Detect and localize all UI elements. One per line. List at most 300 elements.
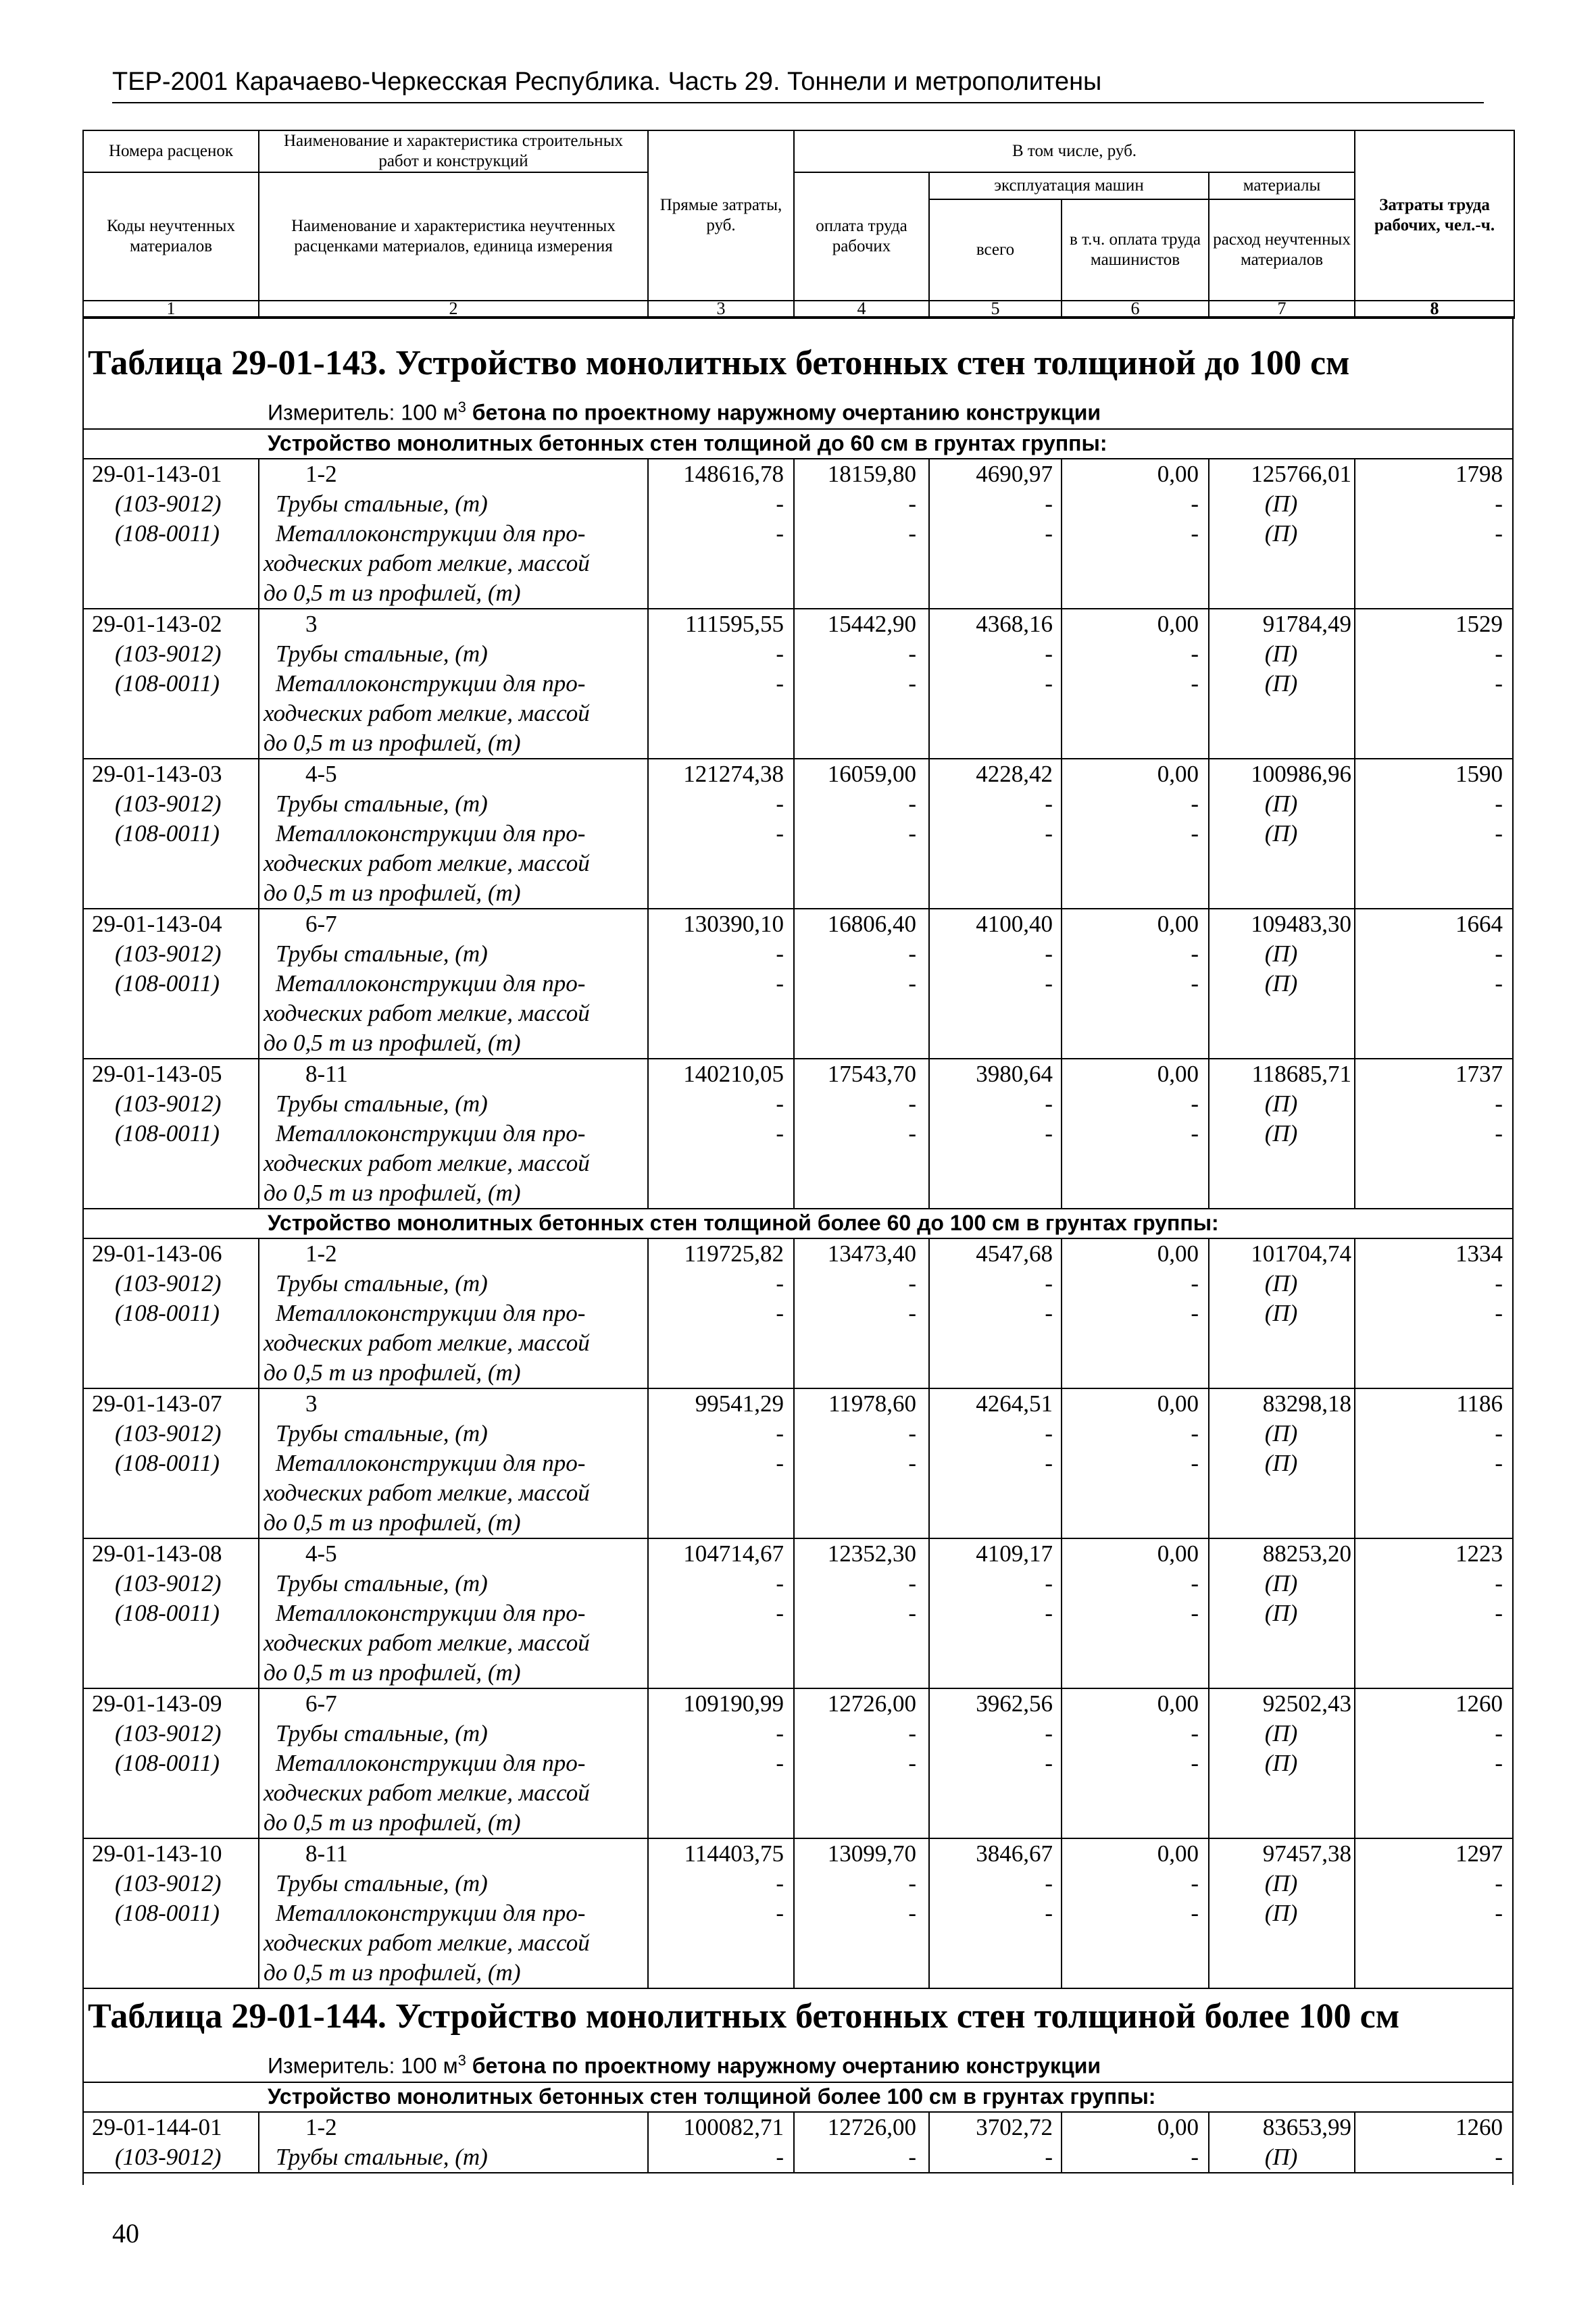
soil-group: 1-2 xyxy=(305,1240,337,1267)
materials-cost: 83298,18 xyxy=(1262,1390,1351,1417)
soil-group: 8-11 xyxy=(305,1061,348,1087)
column-rule xyxy=(1061,459,1062,1208)
material-name: ходческих работ мелкие, массой xyxy=(264,700,590,726)
material-code: (108-0011) xyxy=(115,970,220,997)
empty-value-dash: - xyxy=(776,670,784,697)
empty-value-dash: - xyxy=(1191,640,1199,667)
material-name: Трубы стальные, (т) xyxy=(276,2144,488,2170)
labor-hours: 1260 xyxy=(1455,1690,1503,1717)
machine-costs: 4690,97 xyxy=(976,461,1053,487)
column-rule xyxy=(647,1239,649,1988)
labor-hours: 1334 xyxy=(1455,1240,1503,1267)
direct-costs: 104714,67 xyxy=(683,1540,784,1567)
empty-value-dash: - xyxy=(1045,820,1053,847)
empty-value-dash: - xyxy=(1045,1870,1053,1896)
material-name: до 0,5 т из профилей, (т) xyxy=(264,580,521,606)
rate-code: 29-01-143-04 xyxy=(92,911,222,937)
soil-group: 4-5 xyxy=(305,761,337,787)
material-code: (103-9012) xyxy=(115,1270,222,1297)
empty-value-dash: - xyxy=(908,1300,916,1326)
unaccounted-material-mark: (П) xyxy=(1264,1450,1298,1476)
empty-value-dash: - xyxy=(1191,1090,1199,1117)
empty-value-dash: - xyxy=(908,820,916,847)
column-rule xyxy=(1061,1239,1062,1988)
empty-value-dash: - xyxy=(776,1450,784,1476)
empty-value-dash: - xyxy=(1191,520,1199,547)
empty-value-dash: - xyxy=(1495,1750,1503,1776)
column-rule xyxy=(793,1239,795,1988)
material-name: Трубы стальные, (т) xyxy=(276,640,488,667)
soil-group: 6-7 xyxy=(305,911,337,937)
worker-pay: 18159,80 xyxy=(827,461,916,487)
empty-value-dash: - xyxy=(776,1090,784,1117)
material-code: (108-0011) xyxy=(115,1900,220,1926)
material-name: до 0,5 т из профилей, (т) xyxy=(264,1509,521,1536)
meter-superscript: 3 xyxy=(457,2052,466,2069)
worker-pay: 12726,00 xyxy=(827,1690,916,1717)
material-name: ходческих работ мелкие, массой xyxy=(264,1330,590,1356)
column-rule xyxy=(793,459,795,1208)
empty-value-dash: - xyxy=(1045,670,1053,697)
meter-prefix: Измеритель: 100 м xyxy=(268,2053,458,2078)
group-heading: Устройство монолитных бетонных стен толщиной более 100 см в грунтах группы: xyxy=(268,2084,1156,2109)
machine-costs: 3962,56 xyxy=(976,1690,1053,1717)
empty-value-dash: - xyxy=(1191,1270,1199,1297)
empty-value-dash: - xyxy=(1045,1420,1053,1447)
header-materials: материалы xyxy=(1209,172,1355,199)
empty-value-dash: - xyxy=(1045,1300,1053,1326)
empty-value-dash: - xyxy=(1191,2144,1199,2170)
worker-pay: 15442,90 xyxy=(827,611,916,637)
rate-code: 29-01-143-03 xyxy=(92,761,222,787)
worker-pay: 13473,40 xyxy=(827,1240,916,1267)
column-rule xyxy=(793,2113,795,2172)
column-rule xyxy=(1354,1239,1355,1988)
empty-value-dash: - xyxy=(1191,1600,1199,1626)
material-code: (103-9012) xyxy=(115,790,222,817)
empty-value-dash: - xyxy=(1045,1570,1053,1596)
material-code: (103-9012) xyxy=(115,940,222,967)
empty-value-dash: - xyxy=(1045,520,1053,547)
soil-group: 4-5 xyxy=(305,1540,337,1567)
soil-group: 3 xyxy=(305,611,318,637)
empty-value-dash: - xyxy=(908,790,916,817)
rate-code: 29-01-143-01 xyxy=(92,461,222,487)
column-rule xyxy=(1208,459,1210,1208)
material-name: до 0,5 т из профилей, (т) xyxy=(264,1359,521,1386)
empty-value-dash: - xyxy=(908,491,916,517)
column-number-row xyxy=(83,301,1514,318)
material-name: до 0,5 т из профилей, (т) xyxy=(264,880,521,906)
unaccounted-material-mark: (П) xyxy=(1264,1870,1298,1896)
empty-value-dash: - xyxy=(1495,1420,1503,1447)
material-name: до 0,5 т из профилей, (т) xyxy=(264,1180,521,1206)
header-machine-operation: эксплуатация машин xyxy=(929,172,1209,199)
material-name: Трубы стальные, (т) xyxy=(276,940,488,967)
column-number: 8 xyxy=(1355,301,1514,318)
empty-value-dash: - xyxy=(1495,520,1503,547)
table-title: Таблица 29-01-143. Устройство монолитных бетонных стен толщиной до 100 см xyxy=(88,344,1350,382)
material-name: ходческих работ мелкие, массой xyxy=(264,850,590,876)
empty-value-dash: - xyxy=(776,820,784,847)
machine-costs: 4109,17 xyxy=(976,1540,1053,1567)
empty-value-dash: - xyxy=(776,1900,784,1926)
material-code: (108-0011) xyxy=(115,1120,220,1147)
worker-pay: 13099,70 xyxy=(827,1840,916,1867)
header-rule xyxy=(112,102,1484,103)
operator-pay: 0,00 xyxy=(1157,911,1199,937)
empty-value-dash: - xyxy=(1495,1900,1503,1926)
empty-value-dash: - xyxy=(908,1120,916,1147)
empty-value-dash: - xyxy=(908,1090,916,1117)
direct-costs: 99541,29 xyxy=(695,1390,784,1417)
empty-value-dash: - xyxy=(1191,670,1199,697)
material-name: Металлоконструкции для про- xyxy=(276,520,586,547)
material-name: Металлоконструкции для про- xyxy=(276,1120,586,1147)
empty-value-dash: - xyxy=(1191,1720,1199,1746)
operator-pay: 0,00 xyxy=(1157,2114,1199,2140)
material-code: (103-9012) xyxy=(115,1870,222,1896)
empty-value-dash: - xyxy=(1495,790,1503,817)
empty-value-dash: - xyxy=(1495,1090,1503,1117)
material-name: до 0,5 т из профилей, (т) xyxy=(264,1809,521,1836)
empty-value-dash: - xyxy=(776,1600,784,1626)
material-name: Трубы стальные, (т) xyxy=(276,1420,488,1447)
empty-value-dash: - xyxy=(1045,1270,1053,1297)
header-rate-numbers: Номера расценок xyxy=(83,130,259,172)
empty-value-dash: - xyxy=(776,2144,784,2170)
header-machines-total: всего xyxy=(929,199,1062,301)
empty-value-dash: - xyxy=(776,1120,784,1147)
unaccounted-material-mark: (П) xyxy=(1264,940,1298,967)
materials-cost: 118685,71 xyxy=(1251,1061,1351,1087)
empty-value-dash: - xyxy=(776,1570,784,1596)
direct-costs: 119725,82 xyxy=(684,1240,784,1267)
material-name: Металлоконструкции для про- xyxy=(276,1300,586,1326)
unaccounted-material-mark: (П) xyxy=(1264,790,1298,817)
empty-value-dash: - xyxy=(1191,820,1199,847)
empty-value-dash: - xyxy=(908,1450,916,1476)
unaccounted-material-mark: (П) xyxy=(1264,640,1298,667)
material-code: (108-0011) xyxy=(115,820,220,847)
column-rule xyxy=(1354,2113,1355,2172)
running-header: ТЕР-2001 Карачаево-Черкесская Республика. Часть 29. Тоннели и метрополитены xyxy=(112,68,1102,96)
empty-value-dash: - xyxy=(1495,1870,1503,1896)
empty-value-dash: - xyxy=(1495,1300,1503,1326)
empty-value-dash: - xyxy=(908,1570,916,1596)
empty-value-dash: - xyxy=(1045,640,1053,667)
worker-pay: 16806,40 xyxy=(827,911,916,937)
column-number: 7 xyxy=(1209,301,1355,318)
material-code: (103-9012) xyxy=(115,640,222,667)
empty-value-dash: - xyxy=(908,640,916,667)
meter-prefix: Измеритель: 100 м xyxy=(268,400,458,425)
unaccounted-material-mark: (П) xyxy=(1264,1750,1298,1776)
empty-value-dash: - xyxy=(1045,1090,1053,1117)
machine-costs: 3846,67 xyxy=(976,1840,1053,1867)
worker-pay: 11978,60 xyxy=(828,1390,916,1417)
operator-pay: 0,00 xyxy=(1157,1390,1199,1417)
material-name: Металлоконструкции для про- xyxy=(276,1900,586,1926)
group-heading: Устройство монолитных бетонных стен толщиной более 60 до 100 см в грунтах группы: xyxy=(268,1211,1219,1235)
empty-value-dash: - xyxy=(1191,1120,1199,1147)
column-rule xyxy=(647,2113,649,2172)
material-name: до 0,5 т из профилей, (т) xyxy=(264,730,521,756)
column-rule xyxy=(1354,459,1355,1208)
direct-costs: 130390,10 xyxy=(683,911,784,937)
unaccounted-material-mark: (П) xyxy=(1264,670,1298,697)
soil-group: 1-2 xyxy=(305,2114,337,2140)
empty-value-dash: - xyxy=(1495,640,1503,667)
empty-value-dash: - xyxy=(776,1720,784,1746)
material-name: ходческих работ мелкие, массой xyxy=(264,1480,590,1506)
labor-hours: 1260 xyxy=(1455,2114,1503,2140)
empty-value-dash: - xyxy=(1191,1900,1199,1926)
material-name: Металлоконструкции для про- xyxy=(276,970,586,997)
labor-hours: 1223 xyxy=(1455,1540,1503,1567)
labor-hours: 1590 xyxy=(1455,761,1503,787)
empty-value-dash: - xyxy=(1495,670,1503,697)
empty-value-dash: - xyxy=(1495,1270,1503,1297)
header-work-description: Наименование и характеристика строительных работ и конструкций xyxy=(259,130,648,172)
soil-group: 8-11 xyxy=(305,1840,348,1867)
machine-costs: 4264,51 xyxy=(976,1390,1053,1417)
rate-code: 29-01-143-08 xyxy=(92,1540,222,1567)
labor-hours: 1664 xyxy=(1455,911,1503,937)
empty-value-dash: - xyxy=(1495,491,1503,517)
empty-value-dash: - xyxy=(776,1870,784,1896)
material-code: (103-9012) xyxy=(115,1090,222,1117)
empty-value-dash: - xyxy=(1045,1120,1053,1147)
column-rule xyxy=(928,2113,930,2172)
material-name: Металлоконструкции для про- xyxy=(276,670,586,697)
empty-value-dash: - xyxy=(776,970,784,997)
direct-costs: 121274,38 xyxy=(683,761,784,787)
worker-pay: 16059,00 xyxy=(827,761,916,787)
empty-value-dash: - xyxy=(1495,2144,1503,2170)
material-name: Металлоконструкции для про- xyxy=(276,1450,586,1476)
soil-group: 1-2 xyxy=(305,461,337,487)
meter-rest: бетона по проектному наружному очертанию конструкции xyxy=(466,2053,1101,2078)
empty-value-dash: - xyxy=(1191,790,1199,817)
row-rule xyxy=(82,2172,1514,2173)
empty-value-dash: - xyxy=(908,1870,916,1896)
unaccounted-material-mark: (П) xyxy=(1264,1120,1298,1147)
page-number: 40 xyxy=(112,2218,139,2248)
empty-value-dash: - xyxy=(1045,1900,1053,1926)
direct-costs: 109190,99 xyxy=(683,1690,784,1717)
unaccounted-material-mark: (П) xyxy=(1264,1300,1298,1326)
material-name: ходческих работ мелкие, массой xyxy=(264,1150,590,1176)
labor-hours: 1529 xyxy=(1455,611,1503,637)
column-number: 1 xyxy=(83,301,259,318)
operator-pay: 0,00 xyxy=(1157,1540,1199,1567)
material-name: Трубы стальные, (т) xyxy=(276,1870,488,1896)
material-name: Трубы стальные, (т) xyxy=(276,1270,488,1297)
empty-value-dash: - xyxy=(1045,1720,1053,1746)
empty-value-dash: - xyxy=(1191,940,1199,967)
material-name: Трубы стальные, (т) xyxy=(276,1720,488,1746)
soil-group: 6-7 xyxy=(305,1690,337,1717)
column-rule xyxy=(258,2113,259,2172)
unaccounted-material-mark: (П) xyxy=(1264,1900,1298,1926)
column-rule xyxy=(1208,1239,1210,1988)
column-number: 5 xyxy=(929,301,1062,318)
empty-value-dash: - xyxy=(776,940,784,967)
material-code: (103-9012) xyxy=(115,2144,222,2170)
empty-value-dash: - xyxy=(1191,1450,1199,1476)
material-name: Металлоконструкции для про- xyxy=(276,1750,586,1776)
column-rule xyxy=(928,1239,930,1988)
group-heading: Устройство монолитных бетонных стен толщиной до 60 см в грунтах группы: xyxy=(268,431,1107,455)
empty-value-dash: - xyxy=(908,1750,916,1776)
empty-value-dash: - xyxy=(1045,940,1053,967)
header-material-description: Наименование и характеристика неучтенных расценками материалов, единица измерения xyxy=(259,172,648,301)
header-operator-pay: в т.ч. оплата труда машинистов xyxy=(1062,199,1209,301)
empty-value-dash: - xyxy=(1191,491,1199,517)
meter-rule xyxy=(82,428,1514,430)
rate-code: 29-01-143-06 xyxy=(92,1240,222,1267)
empty-value-dash: - xyxy=(908,1270,916,1297)
empty-value-dash: - xyxy=(908,1600,916,1626)
empty-value-dash: - xyxy=(1045,1750,1053,1776)
column-rule xyxy=(1208,2113,1210,2172)
table-title: Таблица 29-01-144. Устройство монолитных бетонных стен толщиной более 100 см xyxy=(88,1997,1400,2036)
labor-hours: 1737 xyxy=(1455,1061,1503,1087)
column-rule xyxy=(258,459,259,1208)
empty-value-dash: - xyxy=(1045,790,1053,817)
empty-value-dash: - xyxy=(1191,1750,1199,1776)
empty-value-dash: - xyxy=(776,1420,784,1447)
empty-value-dash: - xyxy=(1495,1450,1503,1476)
column-rule xyxy=(928,459,930,1208)
materials-cost: 91784,49 xyxy=(1262,611,1351,637)
unaccounted-material-mark: (П) xyxy=(1264,1570,1298,1596)
empty-value-dash: - xyxy=(908,1420,916,1447)
empty-value-dash: - xyxy=(776,1270,784,1297)
rate-code: 29-01-144-01 xyxy=(92,2114,222,2140)
material-name: Трубы стальные, (т) xyxy=(276,1570,488,1596)
rate-code: 29-01-143-09 xyxy=(92,1690,222,1717)
operator-pay: 0,00 xyxy=(1157,1240,1199,1267)
empty-value-dash: - xyxy=(908,1720,916,1746)
materials-cost: 97457,38 xyxy=(1262,1840,1351,1867)
material-name: до 0,5 т из профилей, (т) xyxy=(264,1659,521,1686)
operator-pay: 0,00 xyxy=(1157,1690,1199,1717)
empty-value-dash: - xyxy=(1191,1300,1199,1326)
empty-value-dash: - xyxy=(908,520,916,547)
material-code: (108-0011) xyxy=(115,1300,220,1326)
material-code: (108-0011) xyxy=(115,1750,220,1776)
empty-value-dash: - xyxy=(1495,970,1503,997)
empty-value-dash: - xyxy=(776,491,784,517)
unaccounted-material-mark: (П) xyxy=(1264,820,1298,847)
empty-value-dash: - xyxy=(1495,1720,1503,1746)
empty-value-dash: - xyxy=(1495,940,1503,967)
empty-value-dash: - xyxy=(1495,820,1503,847)
column-number: 2 xyxy=(259,301,648,318)
material-code: (103-9012) xyxy=(115,1570,222,1596)
material-name: Металлоконструкции для про- xyxy=(276,820,586,847)
materials-cost: 125766,01 xyxy=(1251,461,1351,487)
direct-costs: 114403,75 xyxy=(684,1840,784,1867)
rate-code: 29-01-143-02 xyxy=(92,611,222,637)
empty-value-dash: - xyxy=(776,790,784,817)
materials-cost: 88253,20 xyxy=(1262,1540,1351,1567)
material-name: ходческих работ мелкие, массой xyxy=(264,1630,590,1656)
empty-value-dash: - xyxy=(776,520,784,547)
rate-code: 29-01-143-07 xyxy=(92,1390,222,1417)
empty-value-dash: - xyxy=(1045,491,1053,517)
empty-value-dash: - xyxy=(1495,1120,1503,1147)
empty-value-dash: - xyxy=(1191,1870,1199,1896)
rate-code: 29-01-143-05 xyxy=(92,1061,222,1087)
unaccounted-material-mark: (П) xyxy=(1264,1270,1298,1297)
material-name: до 0,5 т из профилей, (т) xyxy=(264,1030,521,1056)
worker-pay: 12726,00 xyxy=(827,2114,916,2140)
operator-pay: 0,00 xyxy=(1157,1061,1199,1087)
column-number: 3 xyxy=(648,301,794,318)
machine-costs: 4547,68 xyxy=(976,1240,1053,1267)
empty-value-dash: - xyxy=(1191,1570,1199,1596)
soil-group: 3 xyxy=(305,1390,318,1417)
operator-pay: 0,00 xyxy=(1157,461,1199,487)
header-worker-pay: оплата труда рабочих xyxy=(794,172,929,301)
direct-costs: 111595,55 xyxy=(684,611,784,637)
row-rule xyxy=(82,1208,1514,1209)
worker-pay: 17543,70 xyxy=(827,1061,916,1087)
machine-costs: 3702,72 xyxy=(976,2114,1053,2140)
direct-costs: 148616,78 xyxy=(683,461,784,487)
column-rule xyxy=(258,1239,259,1988)
empty-value-dash: - xyxy=(1045,1600,1053,1626)
table-meter xyxy=(268,399,1101,426)
empty-value-dash: - xyxy=(1191,1420,1199,1447)
empty-value-dash: - xyxy=(776,1750,784,1776)
meter-rest: бетона по проектному наружному очертанию конструкции xyxy=(466,400,1101,425)
material-code: (108-0011) xyxy=(115,520,220,547)
column-rule xyxy=(1061,2113,1062,2172)
machine-costs: 4368,16 xyxy=(976,611,1053,637)
material-code: (108-0011) xyxy=(115,1600,220,1626)
empty-value-dash: - xyxy=(1191,970,1199,997)
empty-value-dash: - xyxy=(908,2144,916,2170)
operator-pay: 0,00 xyxy=(1157,611,1199,637)
header-unaccounted-materials: расход неучтенных материалов xyxy=(1209,199,1355,301)
column-number: 6 xyxy=(1062,301,1209,318)
machine-costs: 3980,64 xyxy=(976,1061,1053,1087)
worker-pay: 12352,30 xyxy=(827,1540,916,1567)
material-name: Трубы стальные, (т) xyxy=(276,491,488,517)
rate-code: 29-01-143-10 xyxy=(92,1840,222,1867)
empty-value-dash: - xyxy=(908,670,916,697)
material-name: Трубы стальные, (т) xyxy=(276,790,488,817)
unaccounted-material-mark: (П) xyxy=(1264,970,1298,997)
material-name: Металлоконструкции для про- xyxy=(276,1600,586,1626)
unaccounted-material-mark: (П) xyxy=(1264,1090,1298,1117)
material-code: (103-9012) xyxy=(115,1420,222,1447)
column-rule xyxy=(647,459,649,1208)
direct-costs: 100082,71 xyxy=(683,2114,784,2140)
row-rule xyxy=(82,1988,1514,1989)
materials-cost: 109483,30 xyxy=(1251,911,1351,937)
header-including: В том числе, руб. xyxy=(794,130,1355,172)
empty-value-dash: - xyxy=(776,1300,784,1326)
labor-hours: 1297 xyxy=(1455,1840,1503,1867)
unaccounted-material-mark: (П) xyxy=(1264,2144,1298,2170)
materials-cost: 100986,96 xyxy=(1251,761,1351,787)
machine-costs: 4228,42 xyxy=(976,761,1053,787)
